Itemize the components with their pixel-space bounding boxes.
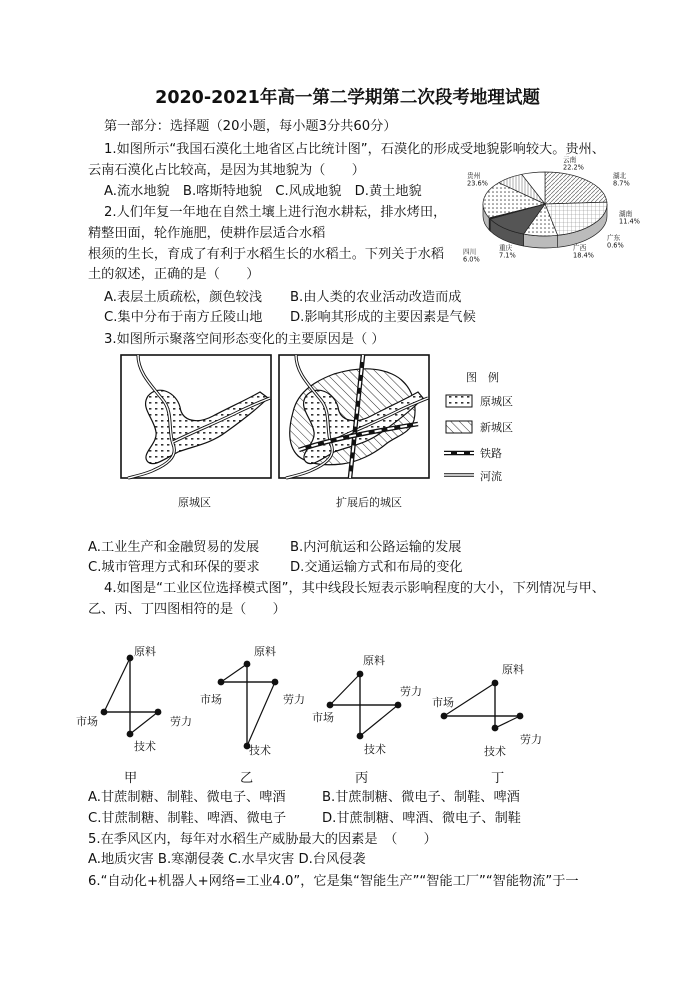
q3-option-d: D.交通运输方式和布局的变化 <box>290 560 463 575</box>
pie-value-贵州: 23.6% <box>467 179 488 188</box>
pie-label-广东: 广东 <box>607 234 621 242</box>
q2-option-c: C.集中分布于南方丘陵山地 <box>104 310 263 325</box>
q4-stem-line1: 4.如图是“工业区位选择模式图”，其中线段长短表示影响程度的大小，下列情况与甲、 <box>104 581 605 596</box>
q5-options: A.地质灾害 B.寒潮侵袭 C.水旱灾害 D.台风侵袭 <box>88 852 366 867</box>
pie-label-贵州: 贵州 <box>467 172 481 180</box>
section-heading: 第一部分：选择题（20小题，每小题3分共60分） <box>104 119 397 134</box>
pie-value-云南: 22.2% <box>563 163 584 172</box>
bing-labor-label: 劳力 <box>400 685 422 698</box>
pie-label-云南: 云南 <box>563 156 577 164</box>
bing-raw-label: 原料 <box>363 654 385 667</box>
bing-caption: 丙 <box>355 771 369 786</box>
legend-original-city: 原城区 <box>480 395 513 408</box>
jia-raw-label: 原料 <box>134 645 156 658</box>
q1-options: A.流水地貌 B.喀斯特地貌 C.风成地貌 D.黄土地貌 <box>104 184 422 199</box>
q2-stem-line3: 根须的生长，育成了有利于水稻生长的水稻土。下列关于水稻 <box>88 247 445 262</box>
ding-raw-label: 原料 <box>502 663 524 676</box>
ding-market-label: 市场 <box>432 696 454 709</box>
ding-tech-label: 技术 <box>484 745 506 758</box>
pie-value-重庆: 7.1% <box>499 251 516 260</box>
q4-option-b: B.甘蔗制糖、微电子、制鞋、啤酒 <box>322 790 520 805</box>
pie-label-湖北: 湖北 <box>613 172 627 180</box>
q2-option-d: D.影响其形成的主要因素是气候 <box>290 310 476 325</box>
ding-caption: 丁 <box>491 771 505 786</box>
q3-stem: 3.如图所示聚落空间形态变化的主要原因是（ ） <box>104 332 385 347</box>
q4-option-c: C.甘蔗制糖、制鞋、啤酒、微电子 <box>88 811 287 826</box>
pie-value-湖北: 8.7% <box>613 179 630 188</box>
q4-stem-line2: 乙、丙、丁四图相符的是（ ） <box>88 602 286 617</box>
ding-labor-label: 劳力 <box>520 733 542 746</box>
yi-tech-label: 技术 <box>249 744 271 757</box>
q3-option-c: C.城市管理方式和环保的要求 <box>88 560 260 575</box>
q1-stem-line1: 1.如图所示“我国石漠化土地省区占比统计图”，石漠化的形成受地貌影响较大。贵州、 <box>104 142 605 157</box>
yi-caption: 乙 <box>240 771 254 786</box>
legend-new-city: 新城区 <box>480 421 513 434</box>
q2-stem-line1: 2.人们年复一年地在自然土壤上进行泡水耕耘，排水烤田， <box>104 205 447 220</box>
page-title: 2020-2021年高一第二学期第二次段考地理试题 <box>155 88 540 108</box>
yi-market-label: 市场 <box>200 693 222 706</box>
yi-labor-label: 劳力 <box>283 693 305 706</box>
pie-label-广西: 广西 <box>573 244 587 252</box>
map-caption-expanded: 扩展后的城区 <box>336 496 402 509</box>
pie-value-湖南: 11.4% <box>619 217 640 226</box>
q4-option-d: D.甘蔗制糖、啤酒、微电子、制鞋 <box>322 811 521 826</box>
q3-option-a: A.工业生产和金融贸易的发展 <box>88 540 260 555</box>
q4-option-a: A.甘蔗制糖、制鞋、微电子、啤酒 <box>88 790 286 805</box>
q6-stem-line1: 6.“自动化+机器人+网络=工业4.0”，它是集“智能生产”“智能工厂”“智能物流”于一 <box>88 874 579 889</box>
q2-option-b: B.由人类的农业活动改造而成 <box>290 290 462 305</box>
legend-river: 河流 <box>480 470 502 483</box>
jia-caption: 甲 <box>124 771 138 786</box>
q2-option-a: A.表层土质疏松，颜色较浅 <box>104 290 263 305</box>
bing-market-label: 市场 <box>312 711 334 724</box>
jia-tech-label: 技术 <box>134 740 156 753</box>
legend-title: 图 例 <box>466 371 499 384</box>
pie-label-湖南: 湖南 <box>619 210 633 218</box>
bing-tech-label: 技术 <box>364 743 386 756</box>
jia-labor-label: 劳力 <box>170 715 192 728</box>
jia-market-label: 市场 <box>76 715 98 728</box>
legend-railway: 铁路 <box>480 447 502 460</box>
map-caption-original: 原城区 <box>178 496 211 509</box>
q1-stem-line2: 云南石漠化占比较高，是因为其地貌为（ ） <box>88 163 365 178</box>
q2-stem-line4: 土的叙述，正确的是（ ） <box>88 267 260 282</box>
q5-stem: 5.在季风区内，每年对水稻生产威胁最大的因素是 （ ） <box>88 832 437 847</box>
pie-label-四川: 四川 <box>463 248 477 256</box>
pie-label-重庆: 重庆 <box>499 244 513 252</box>
pie-value-广东: 0.6% <box>607 241 624 250</box>
yi-raw-label: 原料 <box>254 645 276 658</box>
pie-value-四川: 6.0% <box>463 255 480 264</box>
pie-value-广西: 18.4% <box>573 251 594 260</box>
q3-option-b: B.内河航运和公路运输的发展 <box>290 540 462 555</box>
q2-stem-line2: 精整田面，轮作施肥，使耕作层适合水稻 <box>88 226 326 241</box>
